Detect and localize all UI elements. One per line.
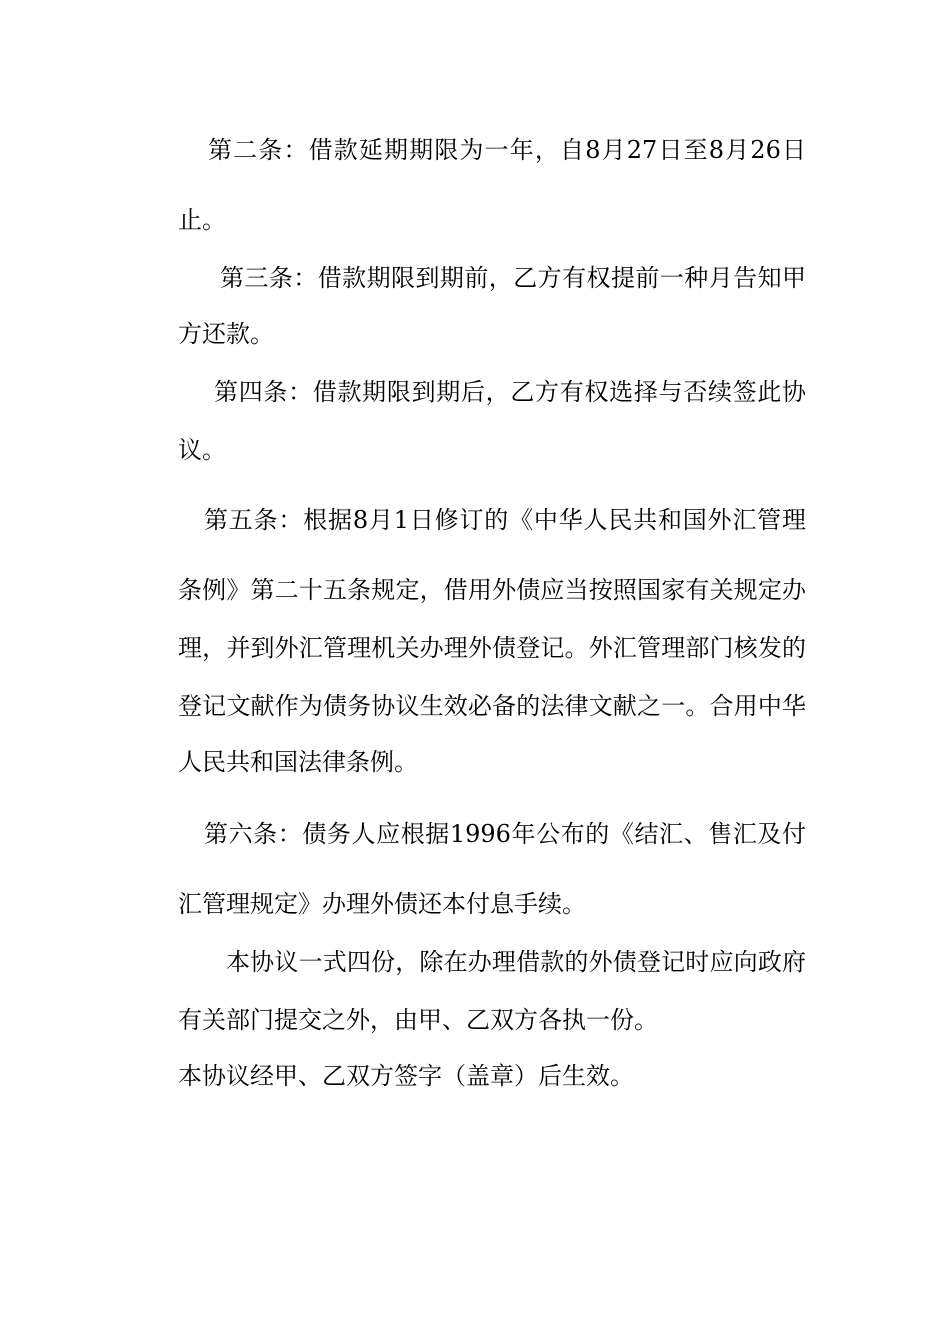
effective-clause: 本协议经甲、乙双方签字（盖章）后生效。 — [178, 1062, 634, 1090]
copies-line-1: 本协议一式四份，除在办理借款的外债登记时应向政府 — [226, 948, 806, 976]
article-5-line-3: 理，并到外汇管理机关办理外债登记。外汇管理部门核发的 — [178, 634, 806, 662]
article-2-line-2: 止。 — [178, 206, 226, 234]
copies-line-2: 有关部门提交之外，由甲、乙双方各执一份。 — [178, 1006, 658, 1034]
article-5-line-2: 条例》第二十五条规定，借用外债应当按照国家有关规定办 — [178, 576, 806, 604]
article-3-line-1: 第三条：借款期限到期前，乙方有权提前一种月告知甲 — [220, 264, 806, 292]
article-2-line-1: 第二条：借款延期期限为一年，自8月27日至8月26日 — [208, 136, 806, 164]
article-6-line-1: 第六条：债务人应根据1996年公布的《结汇、售汇及付 — [204, 820, 806, 848]
article-5-line-1: 第五条：根据8月1日修订的《中华人民共和国外汇管理 — [204, 506, 806, 534]
article-5-line-5: 人民共和国法律条例。 — [178, 748, 418, 776]
article-4-line-1: 第四条：借款期限到期后，乙方有权选择与否续签此协 — [214, 378, 806, 406]
article-6-line-2: 汇管理规定》办理外债还本付息手续。 — [178, 890, 586, 918]
article-4-line-2: 议。 — [178, 436, 226, 464]
article-5-line-4: 登记文献作为债务协议生效必备的法律文献之一。合用中华 — [178, 692, 806, 720]
article-3-line-2: 方还款。 — [178, 320, 274, 348]
